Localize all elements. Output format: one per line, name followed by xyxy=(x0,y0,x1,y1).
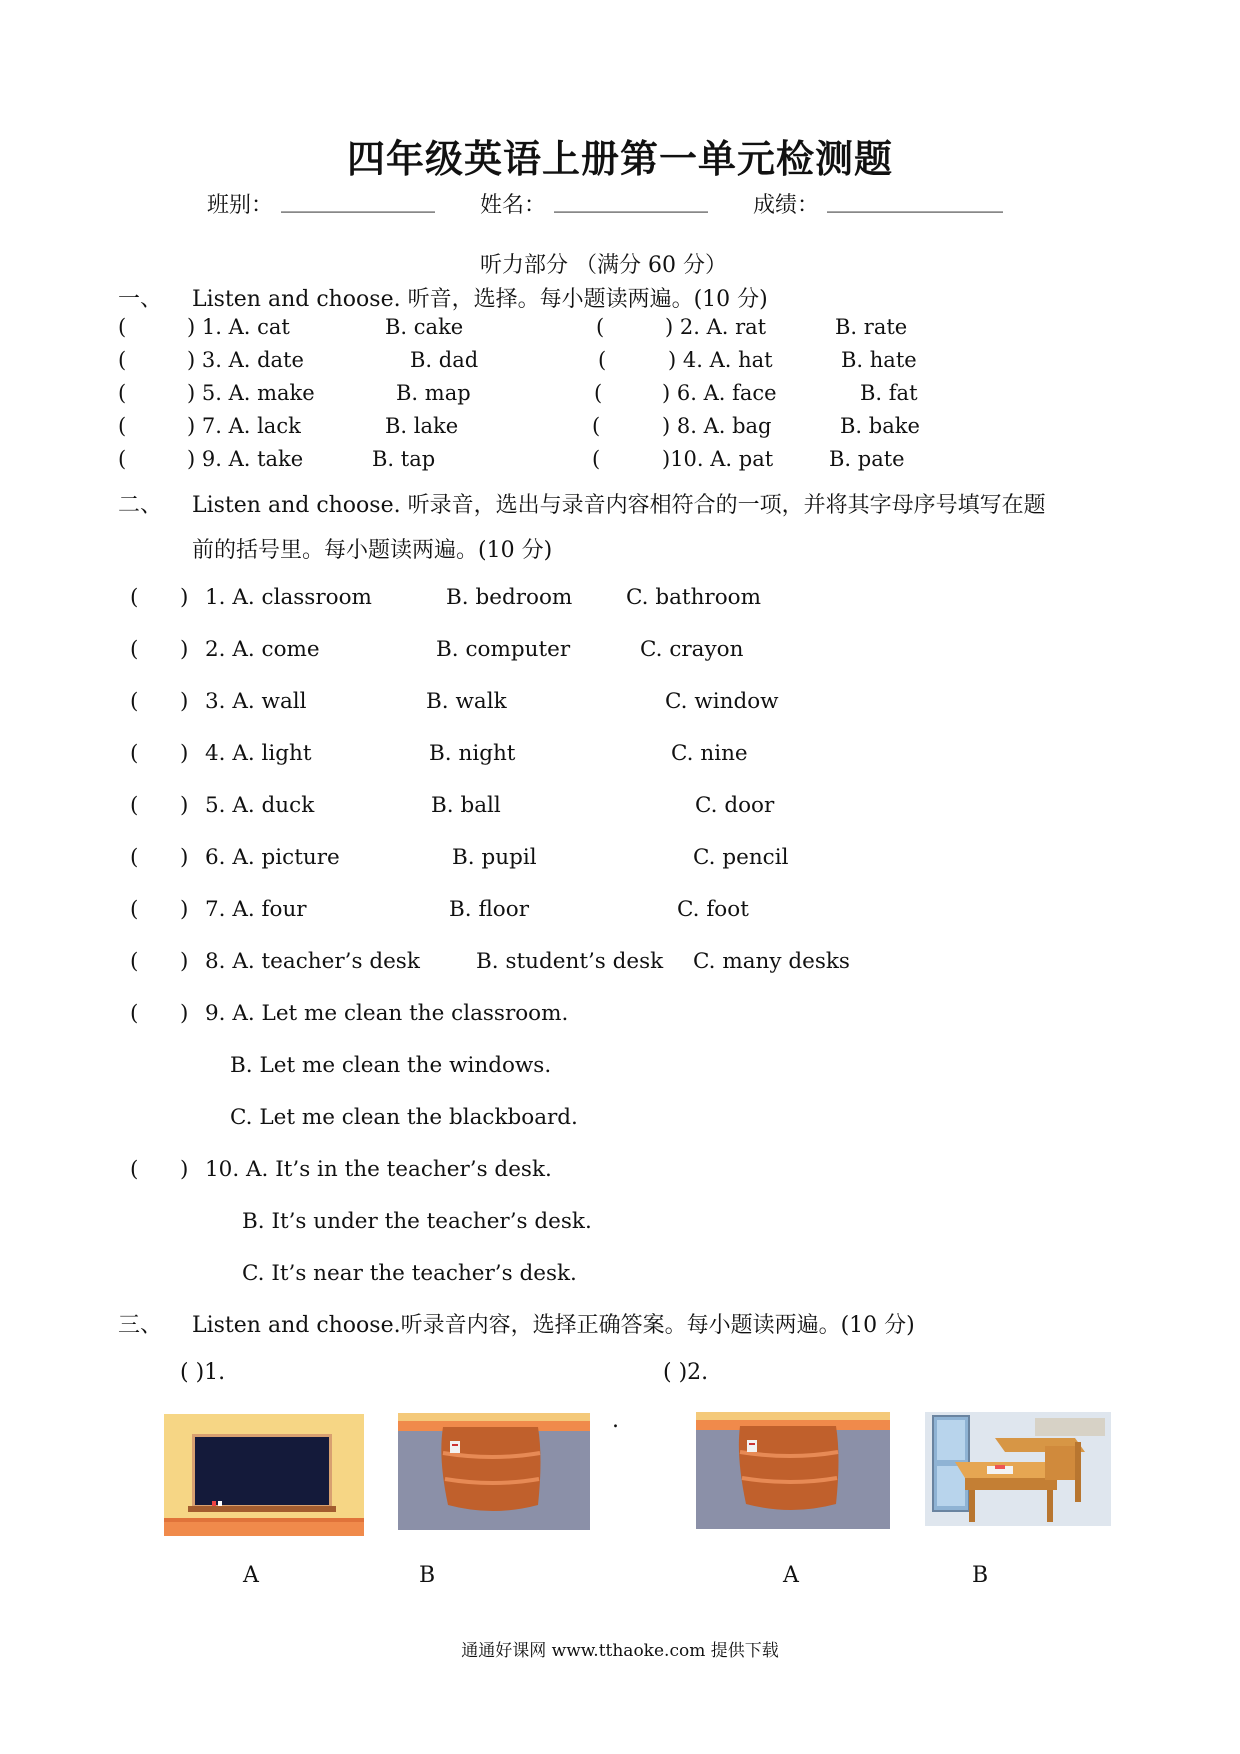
answer-paren[interactable]: ( xyxy=(118,447,127,471)
question-option-b: B. lake xyxy=(385,414,459,438)
question-option-a: 6. A. picture xyxy=(205,845,340,870)
question-option-c: C. crayon xyxy=(640,637,744,662)
score-blank[interactable]: ________________ xyxy=(827,188,1003,213)
blackboard-picture[interactable] xyxy=(164,1414,364,1536)
question-option-c: C. Let me clean the blackboard. xyxy=(230,1105,578,1130)
question-option-c: C. pencil xyxy=(693,845,789,870)
answer-paren-close: ) xyxy=(180,741,189,766)
question-option-a: ) 5. A. make xyxy=(187,381,315,405)
answer-paren-close: ) xyxy=(180,1001,189,1026)
question-option-a: 9. A. Let me clean the classroom. xyxy=(205,1001,569,1026)
stray-dot: . xyxy=(612,1408,619,1433)
section2-instruction: Listen and choose. 听录音，选出与录音内容相符合的一项，并将其字母序号填写在题 xyxy=(192,493,1046,518)
question-option-b: B. computer xyxy=(436,637,571,662)
page-title: 四年级英语上册第一单元检测题 xyxy=(346,137,893,181)
question-option-b: B. hate xyxy=(841,348,917,372)
score-label: 成绩： xyxy=(753,193,820,218)
listening-header: 听力部分 （满分 60 分） xyxy=(480,253,727,278)
question-option-a: 1. A. classroom xyxy=(205,585,372,610)
question-option-c: C. bathroom xyxy=(626,585,761,610)
answer-paren-close: ) xyxy=(180,845,189,870)
question-option-c: C. nine xyxy=(671,741,748,766)
question-option-c: C. door xyxy=(695,793,775,818)
answer-paren[interactable]: ( xyxy=(130,897,139,922)
question-option-a: 5. A. duck xyxy=(205,793,315,818)
answer-paren-close: ) xyxy=(180,637,189,662)
teachers-desk-picture[interactable] xyxy=(398,1413,590,1530)
answer-paren[interactable]: ( xyxy=(130,741,139,766)
question-option-a: ) 4. A. hat xyxy=(668,348,773,372)
question-option-c: C. many desks xyxy=(693,949,850,974)
option-label-b: B xyxy=(419,1563,436,1588)
answer-paren[interactable]: ( xyxy=(596,315,605,339)
question-option-b: B. student’s desk xyxy=(476,949,664,974)
question-option-b: B. rate xyxy=(835,315,908,339)
question-option-a: ) 3. A. date xyxy=(187,348,304,372)
question-option-a: ) 6. A. face xyxy=(662,381,777,405)
question-option-a: 2. A. come xyxy=(205,637,320,662)
name-blank[interactable]: ______________ xyxy=(554,188,708,213)
answer-paren[interactable]: ( xyxy=(130,637,139,662)
answer-paren[interactable]: ( xyxy=(130,1157,139,1182)
teachers-desk-picture-2[interactable] xyxy=(696,1412,890,1529)
answer-paren[interactable]: ( xyxy=(130,1001,139,1026)
question-option-b: B. fat xyxy=(860,381,918,405)
question-option-a: ) 2. A. rat xyxy=(665,315,767,339)
section3-instruction: Listen and choose.听录音内容，选择正确答案。每小题读两遍。(10 分) xyxy=(192,1313,915,1338)
footer-credit: 通通好课网 www.tthaoke.com 提供下载 xyxy=(461,1641,779,1661)
answer-paren-close: ) xyxy=(180,897,189,922)
question-option-a: 8. A. teacher’s desk xyxy=(205,949,420,974)
answer-paren[interactable]: ( xyxy=(592,447,601,471)
question-option-b: B. pate xyxy=(829,447,905,471)
answer-paren[interactable]: ( xyxy=(130,689,139,714)
question-option-b: B. It’s under the teacher’s desk. xyxy=(242,1209,592,1234)
question-option-a: ) 9. A. take xyxy=(187,447,304,471)
answer-paren-close: ) xyxy=(180,689,189,714)
question-option-b: B. bedroom xyxy=(446,585,573,610)
question-option-b: B. floor xyxy=(449,897,529,922)
question-option-c: C. It’s near the teacher’s desk. xyxy=(242,1261,577,1286)
question-option-a: 4. A. light xyxy=(205,741,312,766)
question-option-a: ) 8. A. bag xyxy=(662,414,772,438)
question-option-b: B. bake xyxy=(840,414,920,438)
answer-paren[interactable]: ( xyxy=(130,793,139,818)
question-option-a: ) 7. A. lack xyxy=(187,414,301,438)
section2-number: 二、 xyxy=(118,493,163,518)
question-2-answer[interactable]: ( )2. xyxy=(663,1360,709,1385)
class-label: 班别： xyxy=(207,193,274,218)
question-option-a: 10. A. It’s in the teacher’s desk. xyxy=(205,1157,552,1182)
question-option-a: )10. A. pat xyxy=(662,447,774,471)
question-option-b: B. ball xyxy=(431,793,501,818)
question-option-b: B. cake xyxy=(385,315,464,339)
option-label-a: A xyxy=(783,1563,799,1588)
question-option-c: C. window xyxy=(665,689,779,714)
question-option-a: ) 1. A. cat xyxy=(187,315,290,339)
answer-paren[interactable]: ( xyxy=(118,414,127,438)
answer-paren[interactable]: ( xyxy=(118,315,127,339)
section3-number: 三、 xyxy=(118,1313,163,1338)
name-label: 姓名： xyxy=(480,193,547,218)
question-option-b: B. Let me clean the windows. xyxy=(230,1053,552,1078)
answer-paren[interactable]: ( xyxy=(598,348,607,372)
question-1-answer[interactable]: ( )1. xyxy=(180,1360,226,1385)
answer-paren[interactable]: ( xyxy=(130,585,139,610)
question-option-b: B. dad xyxy=(410,348,479,372)
question-option-c: C. foot xyxy=(677,897,749,922)
answer-paren[interactable]: ( xyxy=(130,949,139,974)
answer-paren[interactable]: ( xyxy=(118,348,127,372)
question-option-b: B. map xyxy=(396,381,471,405)
answer-paren-close: ) xyxy=(180,1157,189,1182)
question-option-a: 7. A. four xyxy=(205,897,307,922)
answer-paren-close: ) xyxy=(180,949,189,974)
question-option-a: 3. A. wall xyxy=(205,689,307,714)
question-option-b: B. tap xyxy=(372,447,436,471)
answer-paren[interactable]: ( xyxy=(130,845,139,870)
student-desk-picture[interactable] xyxy=(925,1412,1111,1526)
question-option-b: B. walk xyxy=(426,689,507,714)
option-label-a: A xyxy=(243,1563,259,1588)
answer-paren[interactable]: ( xyxy=(118,381,127,405)
section1-instruction: Listen and choose. 听音，选择。每小题读两遍。(10 分) xyxy=(192,287,768,312)
answer-paren-close: ) xyxy=(180,585,189,610)
question-option-b: B. pupil xyxy=(452,845,537,870)
answer-paren[interactable]: ( xyxy=(594,381,603,405)
class-blank[interactable]: ______________ xyxy=(281,188,435,213)
section2-instruction-cont: 前的括号里。每小题读两遍。(10 分) xyxy=(192,538,553,563)
section1-number: 一、 xyxy=(118,287,163,312)
answer-paren[interactable]: ( xyxy=(592,414,601,438)
option-label-b: B xyxy=(972,1563,989,1588)
question-option-b: B. night xyxy=(429,741,516,766)
answer-paren-close: ) xyxy=(180,793,189,818)
